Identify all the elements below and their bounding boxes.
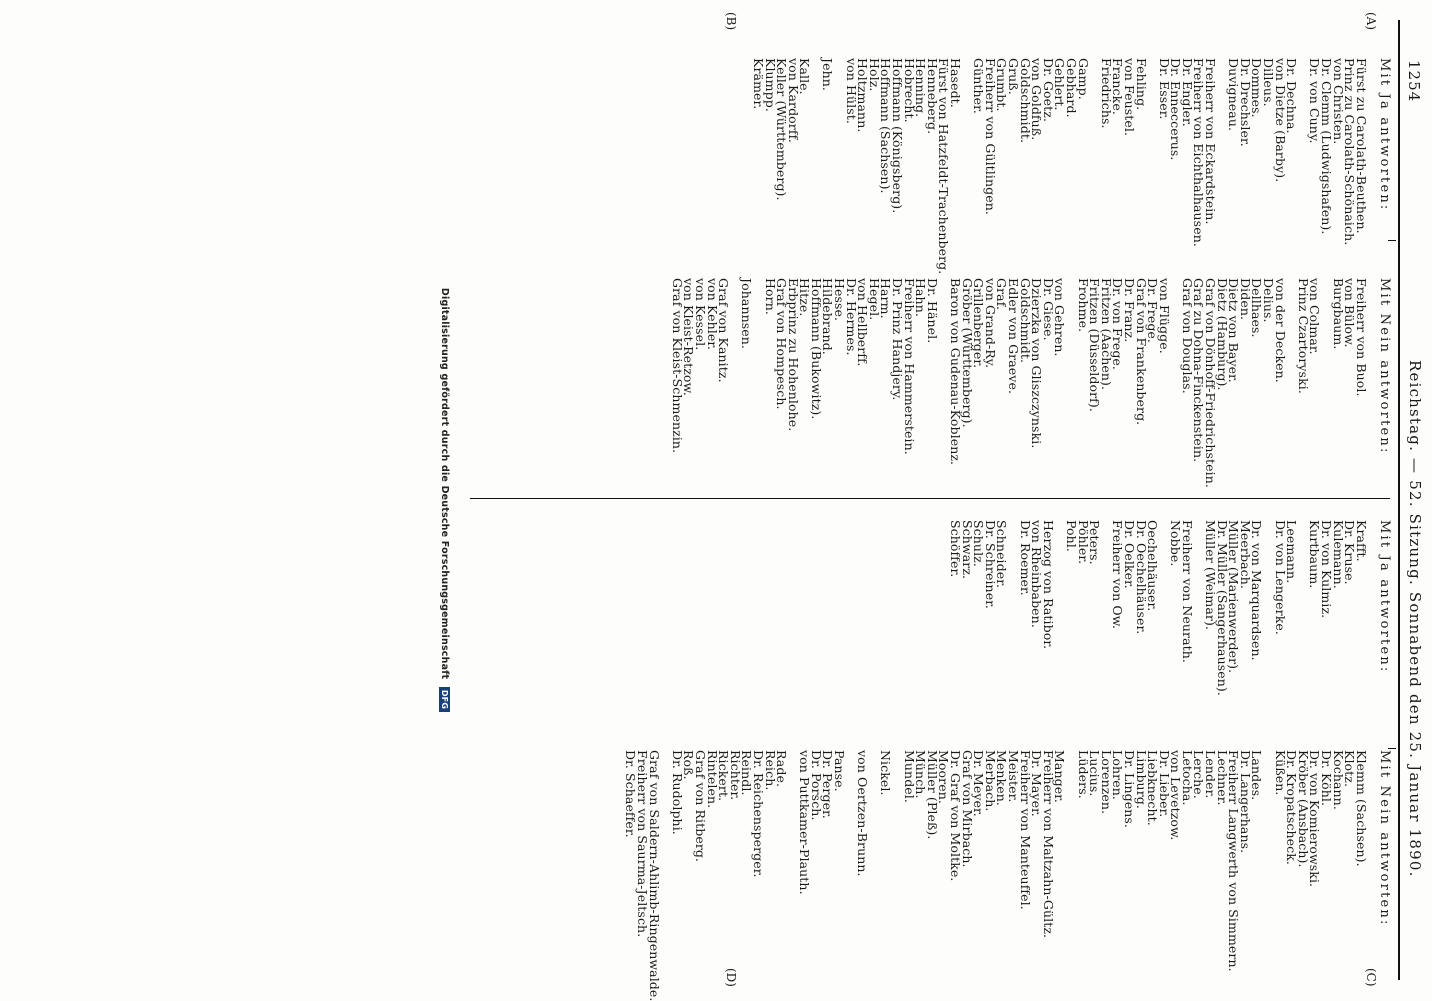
member-name: Graf von Frankenberg. [1133,278,1149,426]
member-name: Graf von Douglas. [1179,278,1195,394]
member-name: Delius. [1261,278,1277,323]
member-name: Dr. Esser. [1156,58,1172,120]
member-name: von Christen. [1330,58,1346,145]
member-name: Mundel. [901,750,917,803]
member-name: Jehn. [820,58,836,91]
member-name: Duvigneau. [1226,58,1242,132]
member-name: Freiherr von Eckardstein. [1203,58,1219,225]
member-name: Dr. Goetz. [1040,58,1056,123]
column-ja-right [949,520,1390,696]
member-name: Herzog von Ratibor. [1040,520,1056,650]
member-name: Gehlert. [1052,58,1068,111]
member-name: Fürst von Hatzfeldt-Trachenberg. [936,58,952,275]
member-name: Hoffmann (Sachsen). [878,58,894,194]
member-name: Dr. Langerhans. [1237,750,1253,854]
member-name: Nickel. [878,750,894,796]
member-name: von Colmar. [1307,278,1323,355]
member-name: Klotz. [1342,750,1358,788]
page-number: 1254 [1405,60,1423,103]
member-name: Schneider. [994,520,1010,589]
digitization-credit [439,0,450,1000]
member-name: Dr. Schaeffer. [623,750,639,838]
member-name: Landes. [1249,750,1265,801]
member-name: Kulemann. [1330,520,1346,589]
margin-marker-d: (D) [724,968,738,987]
member-name: Menken. [994,750,1010,806]
margin-marker-b: (B) [724,12,738,31]
dfg-logo: DFG [439,687,450,712]
member-name: Dr. Frege. [1145,278,1161,343]
member-name: Reindl. [739,750,755,796]
member-name: Freiherr von Eichthalhausen. [1191,58,1207,247]
member-name: Frohme. [1075,278,1091,333]
member-name: Münch. [913,750,929,799]
member-name: Hegel. [866,278,882,321]
member-name: Graf. [994,278,1010,311]
member-name: Dellhaes. [1249,278,1265,338]
member-name: Lender. [1203,750,1219,799]
member-name: Krämer. [750,58,766,110]
member-name: Holtzmann. [855,58,871,133]
member-name: Fritzen (Düsseldorf). [1087,278,1103,412]
member-name: Harm. [878,278,894,319]
member-name: Dr. Lieber. [1156,750,1172,818]
member-name: Kalle. [797,58,813,95]
member-name: Dr. Oelker. [1121,520,1137,589]
member-name: Letocha. [1179,750,1195,806]
member-name: Klumpp. [762,58,778,112]
member-name: von Feustel. [1121,58,1137,137]
member-name: Gamp. [1075,58,1091,100]
member-name: Fritzen (Aachen). [1098,278,1114,391]
member-name: Prinz Czartoryski. [1295,278,1311,394]
member-name: Kröber (Ansbach). [1295,750,1311,868]
member-name: Pöhler. [1075,520,1091,565]
member-name: von Dietze (Barby). [1272,58,1288,183]
member-name: Dr. Meyer. [971,750,987,817]
member-name: Dzierzka von Gliszczynski. [1029,278,1045,449]
member-name: Gröber (Württemberg). [959,278,975,428]
member-name: Dommes. [1249,58,1265,118]
member-name: Dilleus. [1261,58,1277,107]
member-name: Panse. [832,750,848,792]
member-name: Merbach. [982,750,998,812]
member-name: Grumbt. [994,58,1010,112]
member-name: Schöffer. [948,520,964,578]
member-name: Müller (Weimar). [1203,520,1219,631]
center-divider [470,498,1390,499]
member-name: Kurtbaum. [1307,520,1323,589]
member-name: Goldschmidt. [1017,58,1033,144]
member-name: Erbprinz zu Hohenlohe. [785,278,801,432]
member-name: Graf von Ritberg. [692,750,708,863]
member-name: Liebknecht. [1145,750,1161,826]
member-name: Graf von Saldern-Ahlimb-Ringenwalde. [646,750,662,1001]
member-name: Peters. [1087,520,1103,565]
member-name: Horn. [762,278,778,315]
member-name: Dr. Köhl. [1319,750,1335,807]
member-name: Dr. von Cuny. [1307,58,1323,144]
member-name: von Bülow. [1342,278,1358,348]
member-name: Diden. [1237,278,1253,321]
member-name: Müller (Marienwerder). [1226,520,1242,674]
member-name: Dr. von Kulmiz. [1319,520,1335,619]
member-name: Kochann. [1330,750,1346,810]
member-name: Dr. Clemm (Ludwigshafen). [1319,58,1335,235]
member-name: Lechner. [1214,750,1230,806]
member-name: Krafft. [1353,520,1369,562]
member-name: Dr. Oechelhäuser. [1133,520,1149,635]
member-name: Graf von Hompesch. [774,278,790,410]
member-name: Leemann. [1284,520,1300,584]
member-name: von Hellberff. [855,278,871,367]
member-name: Dr. Müller (Sangerhausen). [1214,520,1230,696]
member-name: Dr. Kruse. [1342,520,1358,585]
right-column-divider [1388,748,1396,749]
member-name: Baron von Gudenau-Koblenz. [948,278,964,466]
member-name: Johannsen. [739,278,755,349]
member-name: von Rheinbaben. [1029,520,1045,628]
member-name: Pohl. [1063,520,1079,552]
member-name: Dr. Kropatscheck. [1284,750,1300,865]
margin-marker-a: (A) [1364,12,1378,31]
header-rule [1398,20,1400,980]
column-ja-left [752,58,1390,274]
vote-heading: Mit Nein antworten: [1377,750,1392,927]
member-name: von Grand-Ry. [982,278,998,369]
member-name: Hasedt. [948,58,964,108]
member-name: Freiherr Langwerth von Simmern. [1226,750,1242,972]
member-name: Rade. [774,750,790,788]
member-name: Dr. Franz. [1121,278,1137,343]
column-nein-right [625,750,1390,1001]
member-name: Dr. Giese. [1040,278,1056,341]
member-name: Dietz (Hamburg). [1214,278,1230,391]
member-name: Dr. Reichensperger. [750,750,766,878]
member-name: Dietz von Bayer. [1226,278,1242,383]
member-name: Henning. [913,58,929,118]
member-name: Dr. Roemer. [1017,520,1033,596]
member-name: Hoffmann (Königsberg). [890,58,906,214]
member-name: Hitze. [797,278,813,317]
member-name: Dr. Graf von Moltke. [948,750,964,882]
member-name: Goldschmidt. [1017,278,1033,364]
member-name: Hahn. [913,278,929,317]
member-name: Dr. von Frege. [1110,278,1126,371]
member-name: Graf von Kanitz. [716,278,732,383]
vote-heading: Mit Ja antworten: [1377,58,1392,212]
member-name: Lerche. [1191,750,1207,799]
member-name: Rickert. [716,750,732,802]
member-name: Dr. von Lengerke. [1272,520,1288,635]
member-name: Hoffmann (Bukowitz). [808,278,824,420]
member-name: Hesse. [832,278,848,322]
member-name: Hildebrand. [820,278,836,355]
member-name: von Oertzen-Brunn. [855,750,871,877]
member-name: Dr. Perger. [820,750,836,819]
member-name: Dr. Enneccerus. [1168,58,1184,161]
member-name: von Goldfuß. [1029,58,1045,141]
member-name: Limburg. [1133,750,1149,809]
member-name: Freiherr von Ow. [1110,520,1126,630]
member-name: Dr. Hermes. [843,278,859,356]
member-name: Richter. [727,750,743,801]
member-name: Prinz zu Carolath-Schönaich. [1342,58,1358,246]
member-name: Gebhard. [1063,58,1079,118]
member-name: Lohren. [1110,750,1126,800]
member-name: Mooren. [936,750,952,804]
vote-heading: Mit Nein antworten: [1377,278,1392,455]
member-name: Nobbe. [1168,520,1184,567]
member-name: Dr. Engler. [1179,58,1195,127]
member-name: Dr. Rudolphi. [669,750,685,835]
member-name: Francke. [1110,58,1126,115]
column-nein-left [671,278,1390,488]
member-name: Schwarz. [959,520,975,580]
member-name: von Gehren. [1052,278,1068,357]
member-name: Graf zu Dohna-Finckenstein. [1191,278,1207,463]
member-name: Freiherr von Saurma-Jeltsch. [635,750,650,938]
member-name: Günther. [971,58,987,114]
member-name: Lüders. [1075,750,1091,799]
credit-text: Digitalisierung gefördert durch die Deutsche Forschungsgemeinschaft [439,287,450,680]
member-name: Klemm (Sachsen). [1353,750,1369,867]
member-name: Dr. Dechna. [1284,58,1300,134]
vote-heading: Mit Ja antworten: [1377,520,1392,674]
member-name: Holz. [866,58,882,92]
member-name: Reich. [762,750,778,791]
member-name: von Kessel. [692,278,708,351]
member-name: Friedrichs. [1098,58,1114,129]
member-name: Rintelen. [704,750,720,809]
member-name: Manger. [1052,750,1068,803]
member-name: Dr. Hänel. [924,278,940,344]
member-name: Grillenberger. [971,278,987,369]
member-name: von Levetzow. [1168,750,1184,841]
member-name: Graf von Mirbach. [959,750,975,868]
member-name: Oechelhäuser. [1145,520,1161,612]
member-name: Dr. Lingens. [1121,750,1137,828]
member-name: Roß. [681,750,697,780]
member-name: Dr. Porsch. [808,750,824,821]
member-name: Dr. Drechsler. [1237,58,1253,147]
member-name: von der Decken. [1272,278,1288,383]
member-name: Dr. Prinz Handjery. [890,278,906,401]
member-name: Edler von Graeve. [1006,278,1021,395]
member-name: Freiherr von Maltzahn-Gültz. [1040,750,1056,939]
member-name: Henneberg. [924,58,940,135]
member-name: Burgbaum. [1330,278,1346,350]
member-name: Fürst zu Carolath-Beuthen. [1353,58,1369,234]
member-name: Lorenzen. [1098,750,1114,815]
member-name: von Kardorff. [785,58,801,143]
member-name: Freiherr von Hammerstein. [901,278,917,455]
member-name: von Puttkamer-Plauth. [797,750,813,895]
member-name: Schulz. [971,520,987,567]
member-name: Meerbach. [1237,520,1253,589]
member-name: Müller (Pleß). [924,750,940,840]
member-name: Freiherr von Neurath. [1179,520,1195,663]
member-name: von Hülst. [843,58,859,124]
member-name: Dr. Schreiner. [982,520,998,609]
member-name: Freiherr von Buol. [1353,278,1369,397]
member-name: Küßen. [1272,750,1288,796]
member-name: Dr. von Komierowski. [1307,750,1323,888]
member-name: Lucius. [1087,750,1103,797]
page-title: Reichstag. — 52. Sitzung. Sonnabend den 25. Januar 1890. [1406,360,1424,878]
member-name: Freiherr von Manteuffel. [1017,750,1033,910]
member-name: Meister. [1006,750,1021,803]
member-name: Graf von Dönhoff-Friedrichstein. [1203,278,1219,488]
member-name: von Kehler. [704,278,720,351]
member-name: Dr. von Marquardsen. [1249,520,1265,661]
member-name: von Flügge. [1156,278,1172,354]
member-name: Freiherr von Gültlingen. [982,58,998,215]
member-name: Dr. Mayer. [1029,750,1045,817]
member-name: Keller (Württemberg). [774,58,790,201]
member-name: Gruß. [1006,58,1021,95]
member-name: Fehling. [1133,58,1149,111]
member-name: Graf von Kleist-Schmenzin. [669,278,685,454]
margin-marker-c: (C) [1364,968,1378,987]
member-name: Hobrecht. [901,58,917,123]
member-name: von Kleist-Retzow. [681,278,697,396]
